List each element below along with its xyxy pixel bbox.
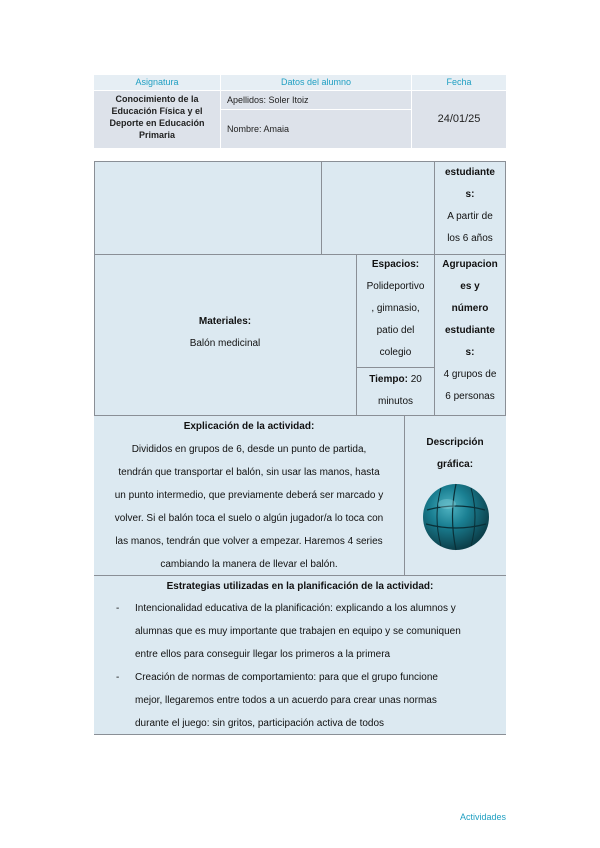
header-datos-alumno: Datos del alumno xyxy=(221,75,411,90)
footer-label: Actividades xyxy=(459,812,506,822)
explanation-cell xyxy=(94,416,404,575)
strategy-line: Creación de normas de comportamiento: para que el grupo funcione xyxy=(135,672,438,683)
explanation-title: Explicación de la actividad: xyxy=(183,421,315,432)
date-field: 24/01/25 xyxy=(412,91,506,148)
strategy-item xyxy=(94,597,506,666)
time-value: 20 xyxy=(410,374,422,385)
grouping-label: s: xyxy=(465,347,475,358)
grouping-value: 4 grupos de xyxy=(443,369,497,380)
spaces-cell xyxy=(357,254,434,367)
explanation-line: Divididos en grupos de 6, desde un punto de partida, xyxy=(131,444,367,455)
explanation-line: volver. Si el balón toca el suelo o algún jugador/a lo toca con xyxy=(114,513,384,524)
grouping-label: es y xyxy=(460,281,480,292)
strategy-line: Intencionalidad educativa de la planificación: explicando a los alumnos y xyxy=(135,603,456,614)
strategies-cell xyxy=(94,576,506,734)
materials-label: Materiales: xyxy=(198,316,252,327)
bullet-dash: - xyxy=(116,672,120,683)
students-age-cell xyxy=(435,161,505,254)
explanation-line: cambiando la manera de llevar el balón. xyxy=(160,559,338,570)
students-age: los 6 años xyxy=(447,233,493,244)
subject-line: Conocimiento de la xyxy=(115,94,199,104)
graphic-label: Descripción xyxy=(426,437,484,448)
explanation-line: un punto intermedio, que previamente deberá ser marcado y xyxy=(114,490,384,501)
students-label: estudiante xyxy=(444,167,495,178)
medicine-ball-image xyxy=(421,482,491,552)
explanation-line: tendrán que transportar el balón, sin usar las manos, hasta xyxy=(118,467,380,478)
grouping-value: 6 personas xyxy=(445,391,495,402)
grouping-label: estudiante xyxy=(444,325,495,336)
strategy-line: mejor, llegaremos entre todos a un acuerdo para crear unas normas xyxy=(135,695,437,706)
surname-field: Apellidos: Soler Itoiz xyxy=(221,91,411,109)
strategy-item xyxy=(94,666,506,735)
spaces-value: Polideportivo xyxy=(366,281,425,292)
spaces-value: patio del xyxy=(376,325,415,336)
subject-cell xyxy=(94,91,220,148)
explanation-line: las manos, tendrán que volver a empezar. Haremos 4 series xyxy=(115,536,383,547)
strategies-title: Estrategias utilizadas en la planificación de la actividad: xyxy=(166,581,434,592)
bullet-dash: - xyxy=(116,603,120,614)
students-label: s: xyxy=(465,189,475,200)
strategy-line: alumnas que es muy importante que trabajen en equipo y se comuniquen xyxy=(135,626,461,637)
time-cell xyxy=(357,368,434,415)
materials-value: Balón medicinal xyxy=(189,338,261,349)
name-field: Nombre: Amaia xyxy=(221,110,411,148)
spaces-value: colegio xyxy=(379,347,412,358)
strategy-line: entre ellos para conseguir llegar los primeros a la primera xyxy=(135,649,391,660)
grouping-label: número xyxy=(451,303,489,314)
spaces-value: , gimnasio, xyxy=(371,303,420,314)
subject-line: Primaria xyxy=(138,130,176,140)
graphic-cell xyxy=(405,416,505,575)
graphic-label: gráfica: xyxy=(436,459,474,470)
table-divider xyxy=(321,161,322,254)
grouping-label: Agrupacion xyxy=(442,259,498,270)
students-age: A partir de xyxy=(447,211,493,222)
materials-cell xyxy=(94,254,356,415)
table-divider xyxy=(505,161,506,415)
time-label: Tiempo: xyxy=(369,374,408,385)
grouping-cell xyxy=(435,254,505,415)
header-asignatura: Asignatura xyxy=(94,75,220,90)
subject-line: Deporte en Educación xyxy=(109,118,205,128)
spaces-label: Espacios: xyxy=(371,259,420,270)
subject-line: Educación Física y el xyxy=(111,106,203,116)
time-unit: minutos xyxy=(377,396,413,407)
header-fecha: Fecha xyxy=(412,75,506,90)
strategy-line: durante el juego: sin gritos, participación activa de todos xyxy=(135,718,385,729)
